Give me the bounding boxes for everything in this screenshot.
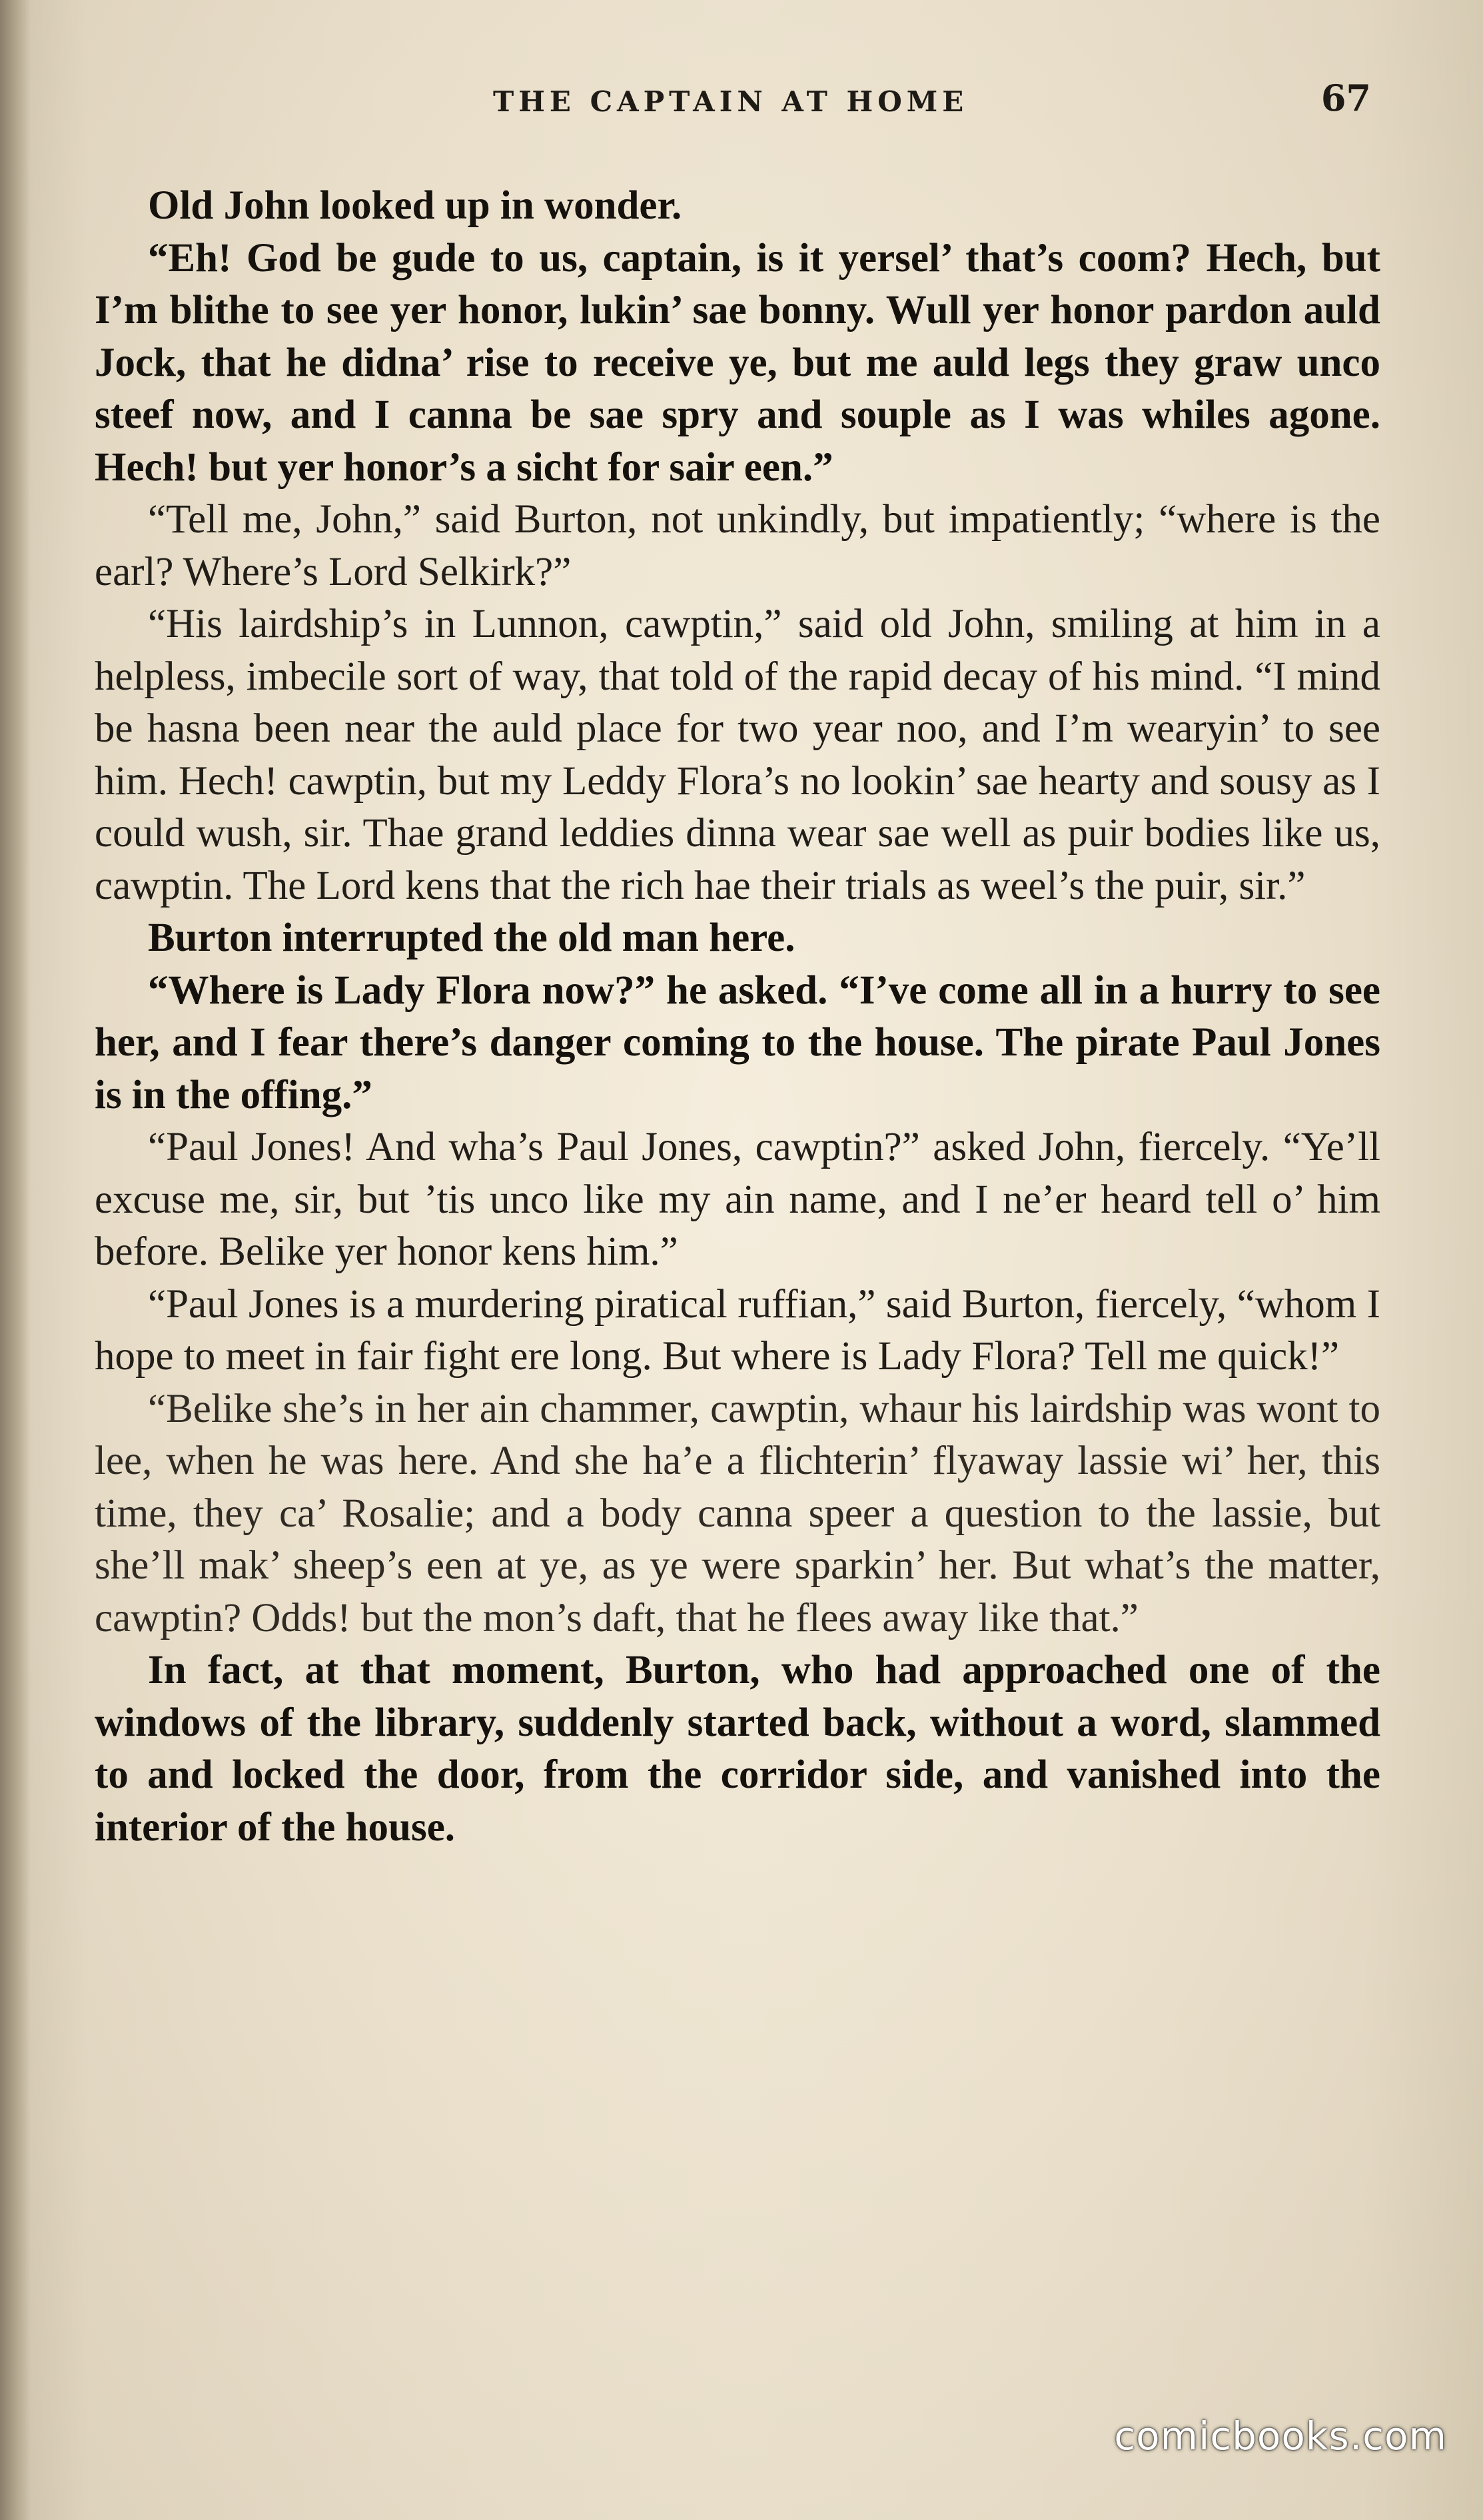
paragraph-8: “Paul Jones is a murdering piratical ruffian,” said Burton, fiercely, “whom I hope to meet in fair fight ere long. But where is Lady Flora? Tell me quick!” [95, 1281, 1380, 1379]
paragraph-1: Old John looked up in wonder. [148, 183, 682, 228]
paragraph-10: In fact, at that moment, Burton, who had approached one of the windows of the library, suddenly started back, without a word, slammed to and locked the door, from the corridor side, and vanished into the interior of the house. [95, 1648, 1380, 1850]
paragraph-4: “His lairdship’s in Lunnon, cawptin,” said old John, smiling at him in a helpless, imbecile sort of way, that told of the rapid decay of his mind. “I mind be hasna been near the auld place for two year noo, and I’m wearyin’ to see him. Hech! cawptin, but my Leddy Flora’s no lookin’ sae hearty and sousy as I could wush, sir. Thae grand leddies dinna wear sae well as puir bodies like us, cawptin. The Lord kens that the rich hae their trials as weel’s the puir, sir.” [95, 602, 1380, 908]
paragraph-5: Burton interrupted the old man here. [148, 916, 795, 960]
page-gutter-shadow [0, 0, 31, 2520]
running-head-title: THE CAPTAIN AT HOME [493, 85, 969, 118]
paragraph-9: “Belike she’s in her ain chammer, cawptin, whaur his lairdship was wont to lee, when he was here. And she ha’e a flichterin’ flyaway lassie wi’ her, this time, they ca’ Rosalie; and a body canna speer a question to the lassie, but she’ll mak’ sheep’s een at ye, as ye were sparkin’ her. But what’s the matter, cawptin? Odds! but the mon’s daft, that he flees away like that.” [95, 1386, 1380, 1640]
page-number: 67 [1320, 77, 1371, 119]
paragraph-6: “Where is Lady Flora now?” he asked. “I’ve come all in a hurry to see her, and I fear there’s danger coming to the house. The pirate Paul Jones is in the offing.” [95, 967, 1380, 1117]
page-body-text [95, 180, 1380, 1854]
watermark: comicbooks.com [1114, 2413, 1447, 2459]
paragraph-2: “Eh! God be gude to us, captain, is it yersel’ that’s coom? Hech, but I’m blithe to see yer honor, lukin’ sae bonny. Wull yer honor pardon auld Jock, that he didna’ rise to receive ye, but me auld legs they graw unco steef now, and I canna be sae spry and souple as I was whiles agone. Hech! but yer honor’s a sicht for sair een.” [95, 235, 1380, 490]
paragraph-3: “Tell me, John,” said Burton, not unkindly, but impatiently; “where is the earl? Where’s Lord Selkirk?” [95, 497, 1380, 594]
paragraph-7: “Paul Jones! And wha’s Paul Jones, cawptin?” asked John, fiercely. “Ye’ll excuse me, sir, but ’tis unco like my ain name, and I ne’er heard tell o’ him before. Belike yer honor kens him.” [95, 1125, 1380, 1274]
